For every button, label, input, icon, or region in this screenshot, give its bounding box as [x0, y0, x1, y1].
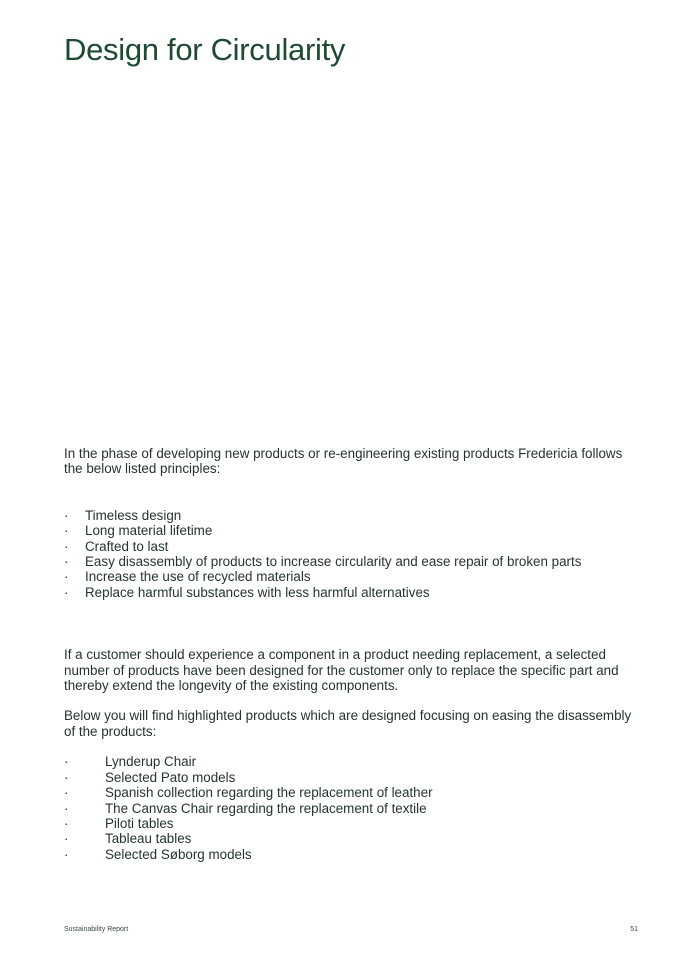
body-content [64, 446, 644, 862]
bullet-dot: · [64, 569, 69, 585]
product-text: Spanish collection regarding the replacement of leather [105, 785, 433, 801]
products-intro-paragraph: Below you will find highlighted products which are designed focusing on easing the disassembly of the products: [64, 708, 632, 739]
list-item [64, 539, 644, 554]
principle-text: Long material lifetime [85, 523, 213, 539]
product-text: Lynderup Chair [105, 754, 197, 770]
footer-page-number: 51 [630, 926, 638, 933]
bullet-dot: · [64, 800, 69, 816]
product-text: Selected Søborg models [105, 846, 252, 862]
list-item [64, 785, 644, 800]
list-item [64, 770, 644, 785]
principle-text: Timeless design [85, 507, 182, 523]
principles-list [64, 508, 644, 600]
list-item [64, 554, 644, 569]
principle-text: Increase the use of recycled materials [85, 569, 311, 585]
bullet-dot: · [64, 554, 69, 570]
product-text: Selected Pato models [105, 769, 236, 785]
bullet-dot: · [64, 769, 69, 785]
list-item [64, 847, 644, 862]
bullet-dot: · [64, 785, 69, 801]
list-item [64, 569, 644, 584]
bullet-dot: · [64, 507, 69, 523]
bullet-dot: · [64, 815, 69, 831]
bullet-dot: · [64, 538, 69, 554]
bullet-dot: · [64, 754, 69, 770]
intro-paragraph: In the phase of developing new products or re-engineering existing products Fredericia follows the below listed principles: [64, 446, 623, 477]
list-item [64, 585, 644, 600]
bullet-dot: · [64, 846, 69, 862]
list-item [64, 508, 644, 523]
list-item [64, 831, 644, 846]
bullet-dot: · [64, 584, 69, 600]
principle-text: Easy disassembly of products to increase circularity and ease repair of broken parts [85, 554, 582, 570]
list-item [64, 523, 644, 538]
product-text: Piloti tables [105, 815, 174, 831]
principle-text: Replace harmful substances with less harmful alternatives [85, 584, 430, 600]
replacement-paragraph: If a customer should experience a component in a product needing replacement, a selected number of products have been designed for the customer only to replace the specific part and thereby extend the longevity of the existing components. [64, 647, 619, 694]
principle-text: Crafted to last [85, 538, 169, 554]
footer-report-name: Sustainability Report [64, 926, 129, 933]
bullet-dot: · [64, 523, 69, 539]
products-list [64, 754, 644, 862]
bullet-dot: · [64, 831, 69, 847]
list-item [64, 754, 644, 769]
page-title: Design for Circularity [64, 32, 346, 67]
list-item [64, 801, 644, 816]
product-text: Tableau tables [105, 831, 192, 847]
list-item [64, 816, 644, 831]
product-text: The Canvas Chair regarding the replacement of textile [105, 800, 427, 816]
